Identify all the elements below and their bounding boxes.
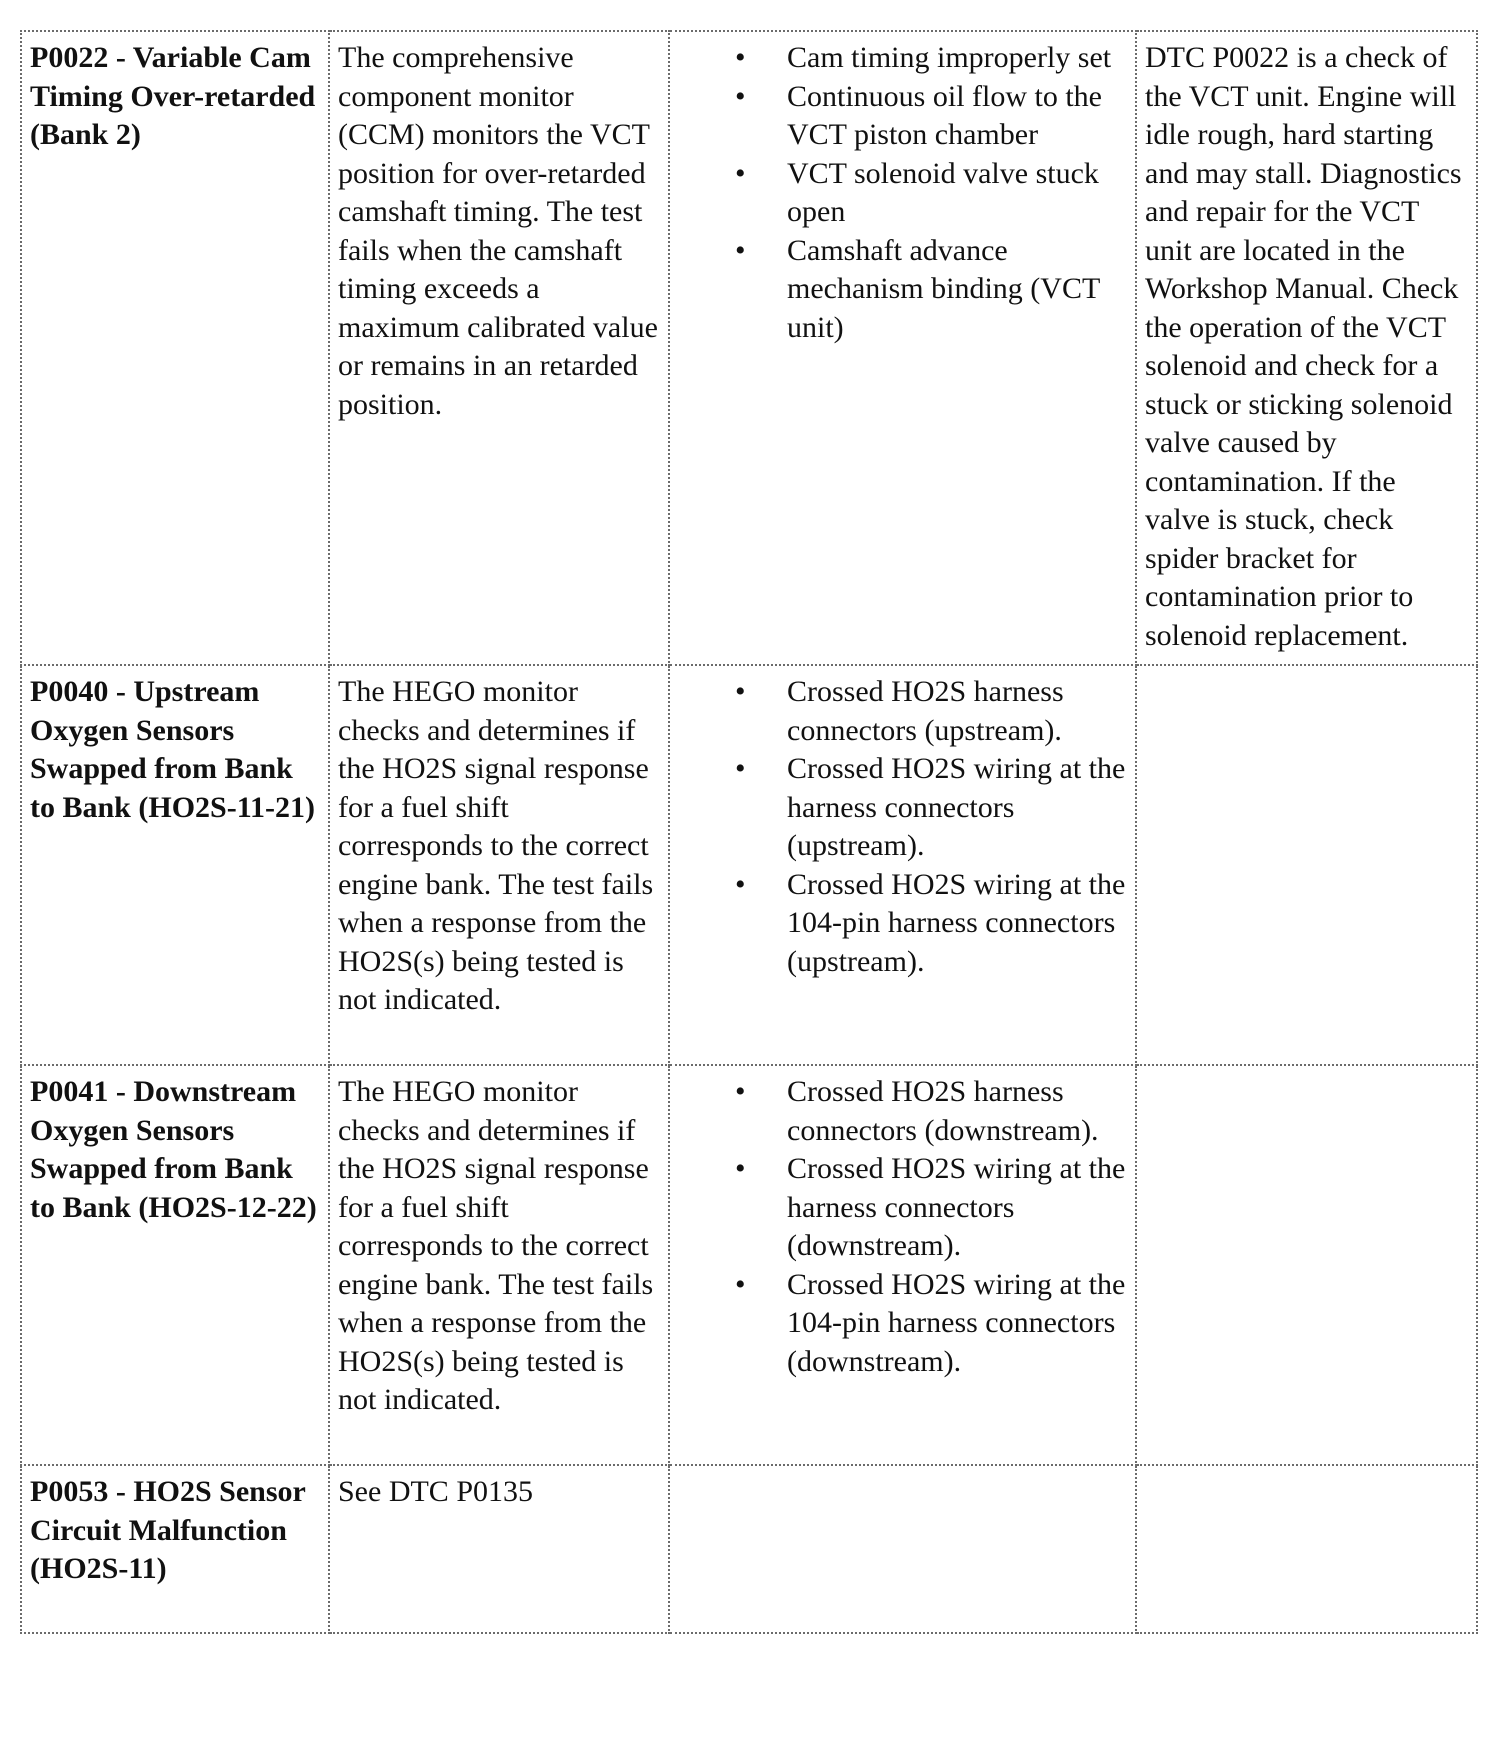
- dtc-description: The HEGO monitor checks and determines if the HO2S signal response for a fuel shift corresponds to the correct engine bank. The test fails when a response from the HO2S(s) being tested is not indicated.: [338, 675, 654, 1016]
- causes-list: [678, 39, 1127, 347]
- dtc-code: P0040 - Upstream Oxygen Sensors Swapped from Bank to Bank (HO2S-11-21): [30, 675, 316, 824]
- dtc-code-cell: [21, 1065, 329, 1465]
- table-row: [21, 665, 1477, 1065]
- dtc-code: P0022 - Variable Cam Timing Over-retarded (Bank 2): [30, 41, 316, 151]
- list-item: • Continuous oil flow to the VCT piston chamber: [678, 78, 1127, 155]
- description-cell: [329, 31, 669, 665]
- list-item: • Crossed HO2S wiring at the 104-pin harness connectors (upstream).: [678, 866, 1127, 982]
- dtc-code: P0041 - Downstream Oxygen Sensors Swapped from Bank to Bank (HO2S-12-22): [30, 1075, 317, 1224]
- dtc-code-cell: [21, 665, 329, 1065]
- dtc-description: The HEGO monitor checks and determines if the HO2S signal response for a fuel shift corresponds to the correct engine bank. The test fails when a response from the HO2S(s) being tested is not indicated.: [338, 1075, 654, 1416]
- causes-cell: [669, 665, 1136, 1065]
- action-cell: [1136, 1465, 1477, 1633]
- list-item: • Crossed HO2S wiring at the harness connectors (downstream).: [678, 1150, 1127, 1266]
- dtc-code: P0053 - HO2S Sensor Circuit Malfunction (HO2S-11): [30, 1475, 306, 1585]
- list-item: • Camshaft advance mechanism binding (VCT unit): [678, 232, 1127, 348]
- dtc-description: The comprehensive component monitor (CCM) monitors the VCT position for over-retarded camshaft timing. The test fails when the camshaft timing exceeds a maximum calibrated value or remains in an retarded position.: [338, 41, 658, 421]
- dtc-table: [20, 30, 1478, 1634]
- table-row: [21, 1065, 1477, 1465]
- action-cell: [1136, 665, 1477, 1065]
- list-item: • VCT solenoid valve stuck open: [678, 155, 1127, 232]
- causes-list: [678, 673, 1127, 981]
- list-item: • Crossed HO2S harness connectors (downstream).: [678, 1073, 1127, 1150]
- causes-cell: [669, 31, 1136, 665]
- description-cell: [329, 1065, 669, 1465]
- action-cell: [1136, 31, 1477, 665]
- dtc-code-cell: [21, 1465, 329, 1633]
- list-item: • Crossed HO2S wiring at the 104-pin harness connectors (downstream).: [678, 1266, 1127, 1382]
- dtc-action: DTC P0022 is a check of the VCT unit. Engine will idle rough, hard starting and may stall. Diagnostics and repair for the VCT unit are located in the Workshop Manual. Check the operation of the VCT solenoid and check for a stuck or sticking solenoid valve caused by contamination. If the valve is stuck, check spider bracket for contamination prior to solenoid replacement.: [1145, 41, 1462, 652]
- causes-cell: [669, 1465, 1136, 1633]
- dtc-description: See DTC P0135: [338, 1475, 533, 1508]
- action-cell: [1136, 1065, 1477, 1465]
- causes-cell: [669, 1065, 1136, 1465]
- causes-list: [678, 1073, 1127, 1381]
- list-item: • Cam timing improperly set: [678, 39, 1127, 78]
- table-row: [21, 1465, 1477, 1633]
- description-cell: [329, 665, 669, 1065]
- table-row: [21, 31, 1477, 665]
- dtc-code-cell: [21, 31, 329, 665]
- list-item: • Crossed HO2S harness connectors (upstream).: [678, 673, 1127, 750]
- description-cell: [329, 1465, 669, 1633]
- list-item: • Crossed HO2S wiring at the harness connectors (upstream).: [678, 750, 1127, 866]
